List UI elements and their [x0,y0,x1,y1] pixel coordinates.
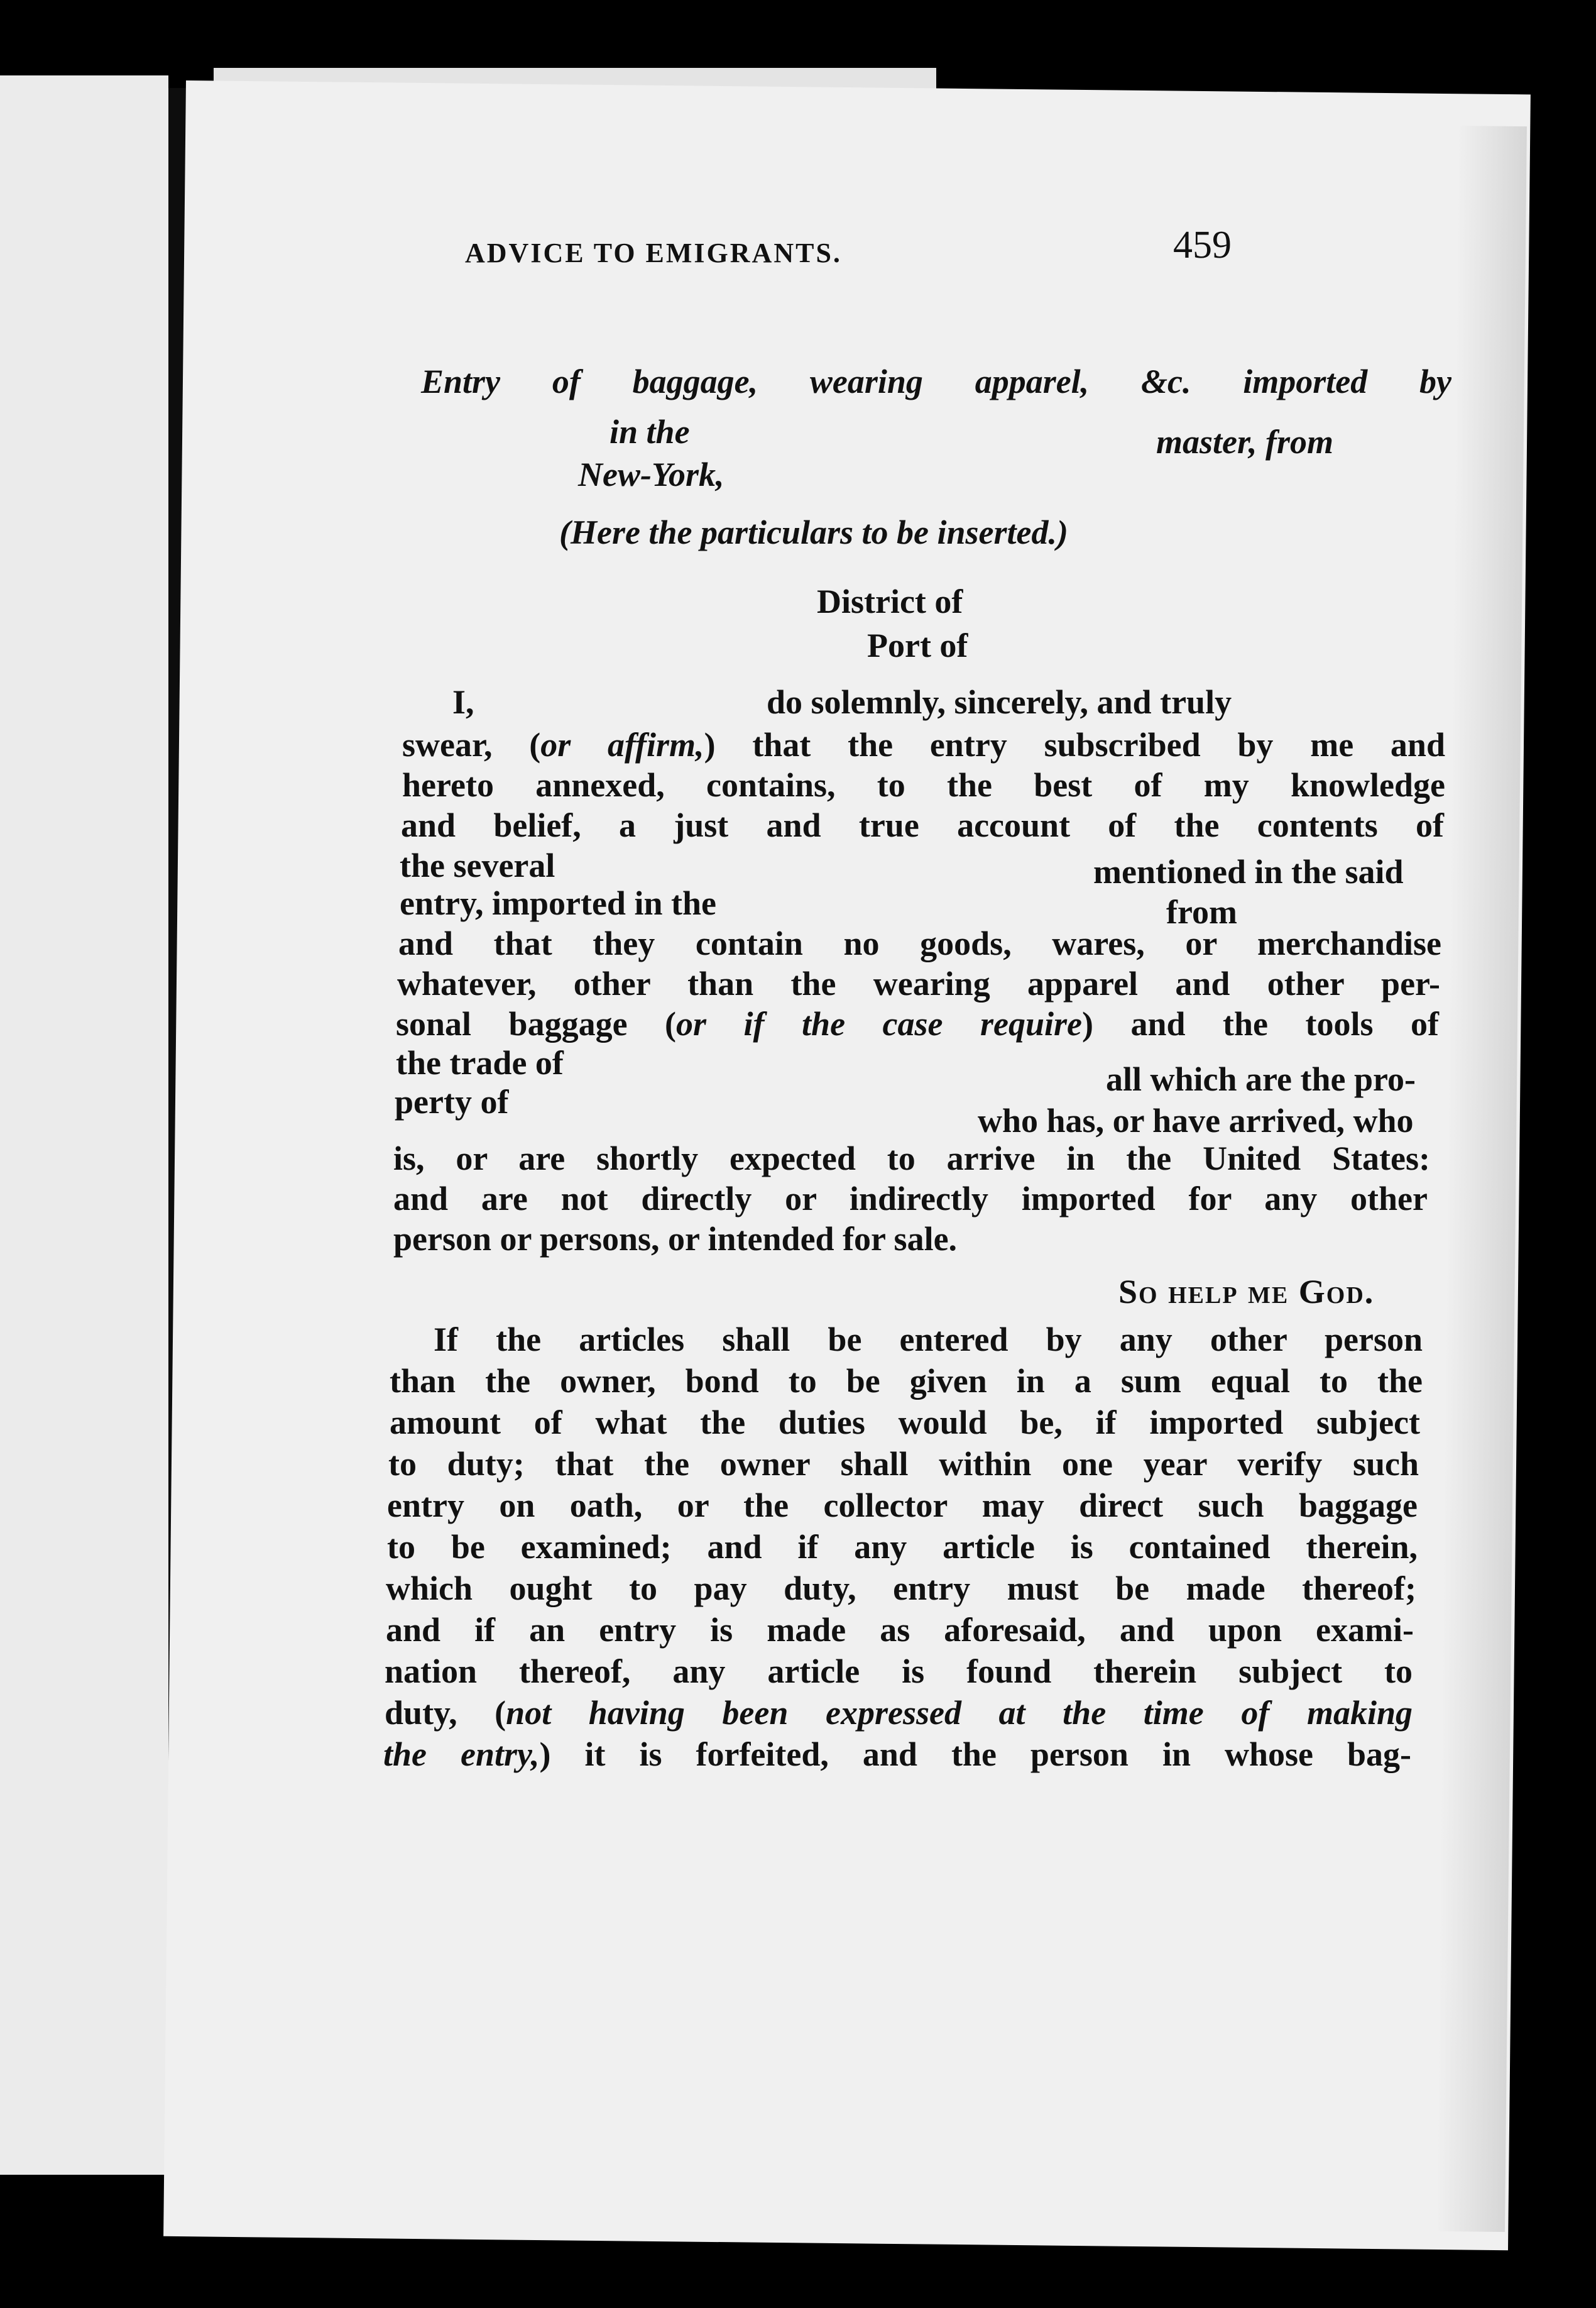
para-line-2: than the owner, bond to be given in a sum equal to the [390,1362,1423,1400]
particulars-note: (Here the particulars to be inserted.) [559,514,1068,551]
para-line-11: the entry,) it is forfeited, and the person in whose bag- [383,1735,1412,1773]
para-line-3: amount of what the duties would be, if imported subject [390,1404,1420,1441]
oath-line-1a: I, [452,683,474,721]
running-head: ADVICE TO EMIGRANTS. [465,238,842,268]
page-number: 459 [1173,224,1232,267]
oath-line-4: and belief, a just and true account of the contents of [401,806,1444,844]
oath-closing: So help me God. [1118,1273,1375,1311]
para-line-1: If the articles shall be entered by any other person [434,1321,1423,1358]
entry-title-line-2a: in the [609,413,690,451]
entry-title-line-1: Entry of baggage, wearing apparel, &c. imported by [421,363,1451,400]
entry-title-line-3: New-York, [578,456,724,493]
para-line-10: duty, (not having been expressed at the time of making [385,1694,1413,1732]
oath-line-10b: all which are the pro- [1106,1060,1416,1098]
page-header [201,223,1232,273]
entry-title-line-2b: master, from [1156,423,1334,461]
para-line-6: to be examined; and if any article is contained therein, [387,1528,1418,1566]
oath-line-12: is, or are shortly expected to arrive in the United States: [393,1140,1430,1177]
oath-line-8: whatever, other than the wearing apparel and other per- [397,965,1440,1003]
oath-line-14: person or persons, or intended for sale. [393,1220,958,1258]
para-line-4: to duty; that the owner shall within one year verify such [388,1445,1419,1483]
para-line-8: and if an entry is made as aforesaid, and upon exami- [386,1611,1414,1649]
oath-line-3: hereto annexed, contains, to the best of my knowledge [402,766,1445,804]
oath-line-13: and are not directly or indirectly imported for any other [393,1180,1428,1217]
oath-line-6b: from [1166,893,1237,931]
oath-line-1b: do solemnly, sincerely, and truly [767,683,1232,721]
district-label: District of [817,583,963,620]
oath-line-11b: who has, or have arrived, who [978,1102,1414,1140]
oath-line-2: swear, (or affirm,) that the entry subscribed by me and [402,726,1445,764]
oath-line-11a: perty of [395,1083,509,1121]
facing-page-edge [0,75,168,2175]
para-line-5: entry on oath, or the collector may direct such baggage [387,1486,1418,1524]
port-label: Port of [867,627,968,664]
oath-line-5b: mentioned in the said [1093,853,1404,891]
oath-line-6a: entry, imported in the [400,884,716,922]
para-line-9: nation thereof, any article is found therein subject to [385,1652,1413,1690]
oath-line-7: and that they contain no goods, wares, or merchandise [398,925,1441,962]
oath-line-10a: the trade of [396,1044,564,1082]
oath-line-5a: the several [400,847,555,884]
para-line-7: which ought to pay duty, entry must be made thereof; [386,1569,1416,1607]
oath-line-9: sonal baggage (or if the case require) and the tools of [396,1005,1439,1043]
